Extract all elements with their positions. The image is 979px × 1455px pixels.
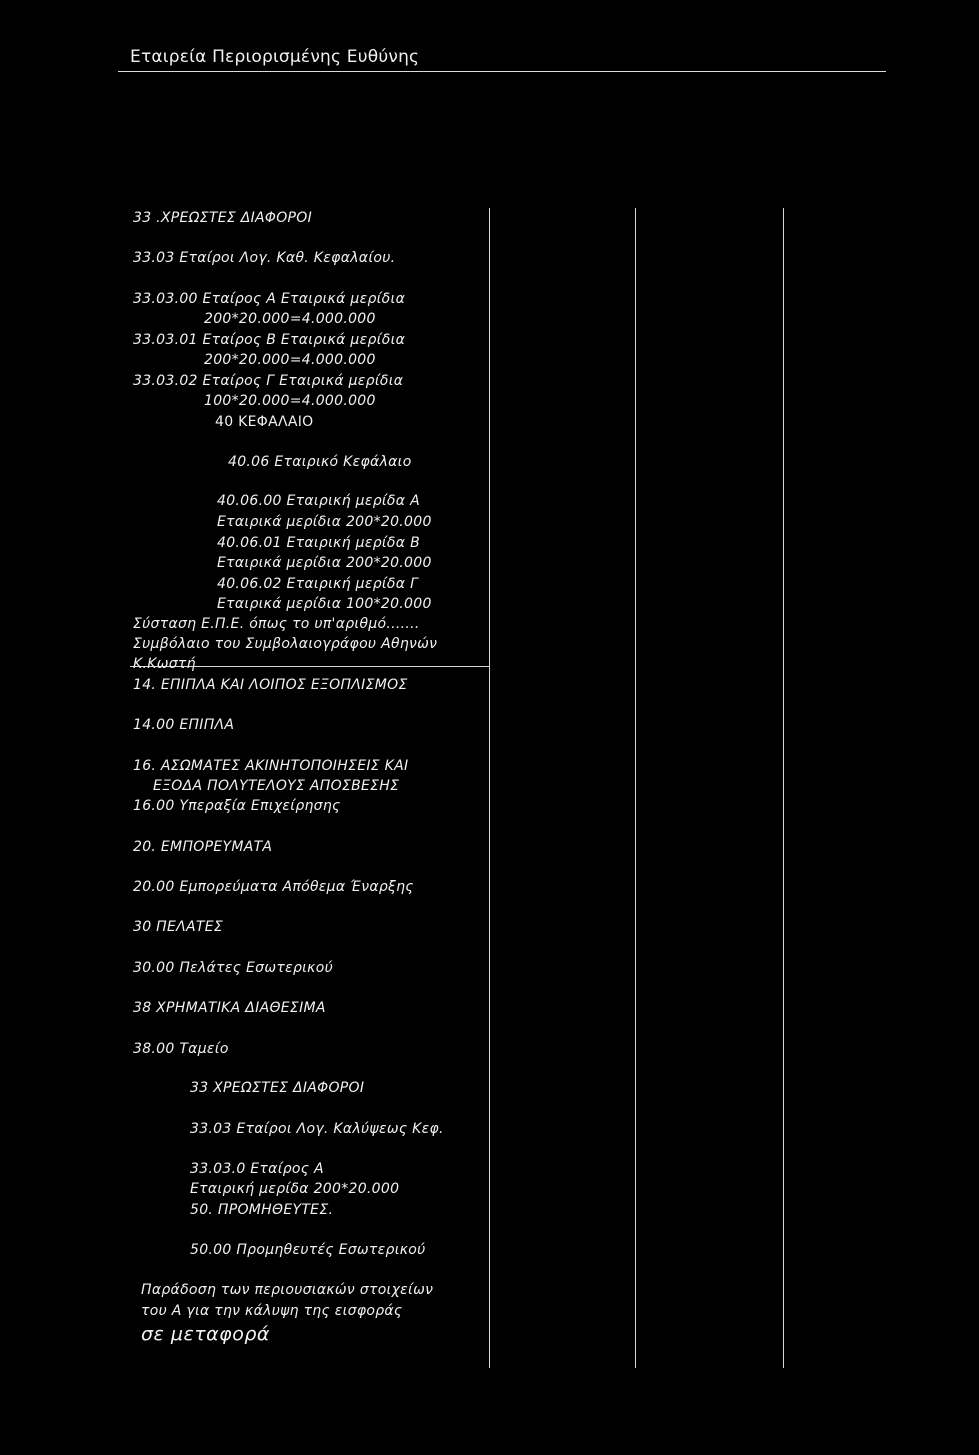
journal-line: 33.03.0 Εταίρος Α (190, 1161, 324, 1177)
journal-line: 40.06.02 Εταιρική μερίδα Γ (217, 576, 419, 592)
journal-line: 38 ΧΡΗΜΑΤΙΚΑ ΔΙΑΘΕΣΙΜΑ (133, 1000, 326, 1016)
journal-line: 30 ΠΕΛΑΤΕΣ (133, 919, 224, 935)
journal-line: Εταιρικά μερίδια 200*20.000 (217, 555, 432, 571)
journal-line: 200*20.000=4.000.000 (204, 311, 376, 327)
journal-line: Παράδοση των περιουσιακών στοιχείων (141, 1282, 434, 1298)
journal-line: 33.03.02 Εταίρος Γ Εταιρικά μερίδια (133, 373, 404, 389)
journal-line: 30.00 Πελάτες Εσωτερικού (133, 960, 333, 976)
column-rule-3 (783, 208, 784, 1368)
journal-line: Σύσταση Ε.Π.Ε. όπως το υπ'αριθμό....... (133, 616, 420, 632)
journal-line: 14.00 ΕΠΙΠΛΑ (133, 717, 235, 733)
carry-forward-label: σε μεταφορά (141, 1323, 270, 1345)
journal-line: Κ.Κωστή (133, 656, 196, 672)
journal-line: 200*20.000=4.000.000 (204, 352, 376, 368)
journal-line: 40 ΚΕΦΑΛΑΙΟ (215, 414, 314, 430)
journal-line: 20.00 Εμπορεύματα Απόθεμα Έναρξης (133, 879, 414, 895)
journal-line: 40.06 Εταιρικό Κεφάλαιο (228, 454, 412, 470)
journal-line: 33.03 Εταίροι Λογ. Καθ. Κεφαλαίου. (133, 250, 396, 266)
journal-line: 33.03 Εταίροι Λογ. Καλύψεως Κεφ. (190, 1121, 444, 1137)
journal-line: 50. ΠΡΟΜΗΘΕΥΤΕΣ. (190, 1202, 334, 1218)
header-rule (118, 71, 886, 72)
column-rule-2 (635, 208, 636, 1368)
journal-line: 100*20.000=4.000.000 (204, 393, 376, 409)
journal-line: 33 ΧΡΕΩΣΤΕΣ ΔΙΑΦΟΡΟΙ (190, 1080, 365, 1096)
journal-line: 33 .ΧΡΕΩΣΤΕΣ ΔΙΑΦΟΡΟΙ (133, 210, 313, 226)
journal-line: Εταιρική μερίδα 200*20.000 (190, 1181, 400, 1197)
journal-line: του Α για την κάλυψη της εισφοράς (141, 1303, 403, 1319)
journal-line: Συμβόλαιο του Συμβολαιογράφου Αθηνών (133, 636, 438, 652)
journal-line: 16.00 Υπεραξία Επιχείρησης (133, 798, 341, 814)
journal-line: Εταιρικά μερίδια 200*20.000 (217, 514, 432, 530)
journal-line: 40.06.00 Εταιρική μερίδα Α (217, 493, 420, 509)
journal-line: Εταιρικά μερίδια 100*20.000 (217, 596, 432, 612)
journal-line: 40.06.01 Εταιρική μερίδα Β (217, 535, 420, 551)
journal-line: 33.03.00 Εταίρος Α Εταιρικά μερίδια (133, 291, 406, 307)
column-rule-1 (489, 208, 490, 1368)
journal-line: 50.00 Προμηθευτές Εσωτερικού (190, 1242, 426, 1258)
journal-line: 14. ΕΠΙΠΛΑ ΚΑΙ ΛΟΙΠΟΣ ΕΞΟΠΛΙΣΜΟΣ (133, 677, 408, 693)
journal-line: 38.00 Ταμείο (133, 1041, 229, 1057)
journal-line: 20. ΕΜΠΟΡΕΥΜΑΤΑ (133, 839, 273, 855)
journal-line: ΕΞΟΔΑ ΠΟΛΥΤΕΛΟΥΣ ΑΠΟΣΒΕΣΗΣ (153, 778, 400, 794)
journal-line: 16. ΑΣΩΜΑΤΕΣ ΑΚΙΝΗΤΟΠΟΙΗΣΕΙΣ ΚΑΙ (133, 758, 409, 774)
journal-line: 33.03.01 Εταίρος Β Εταιρικά μερίδια (133, 332, 406, 348)
page-header: Εταιρεία Περιορισμένης Ευθύνης (130, 47, 420, 67)
